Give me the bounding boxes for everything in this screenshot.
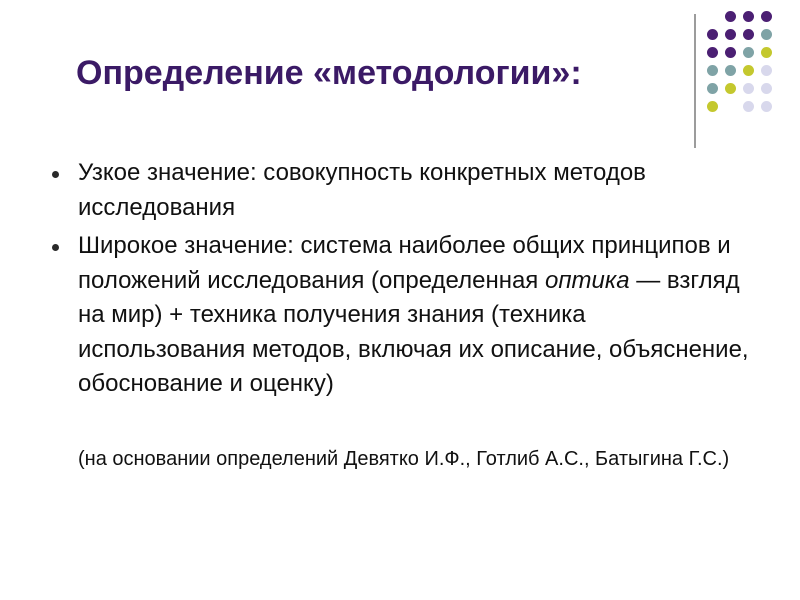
bullet-marker	[52, 244, 59, 251]
decorative-dot	[761, 29, 772, 40]
decorative-dot	[725, 83, 736, 94]
decorative-dot	[707, 101, 718, 112]
decorative-dot	[725, 29, 736, 40]
decorative-dot	[743, 101, 754, 112]
bullet-list	[50, 156, 750, 402]
decorative-dot	[725, 11, 736, 22]
decorative-dot	[743, 29, 754, 40]
slide-title: Определение «методологии»:	[76, 54, 582, 92]
decorative-dot	[743, 83, 754, 94]
bullet-text-before: Широкое значение: система наиболее общих принципов и положений исследования (определенная	[78, 232, 731, 294]
decorative-dot	[743, 11, 754, 22]
decorative-dot	[743, 47, 754, 58]
decorative-dot	[761, 101, 772, 112]
decorative-dot	[707, 65, 718, 76]
decorative-dot	[743, 65, 754, 76]
decorative-dot-grid	[707, 11, 773, 129]
bullet-marker	[52, 171, 59, 178]
bullet-text: Узкое значение: совокупность конкретных методов исследования	[78, 159, 646, 221]
decorative-dot	[707, 83, 718, 94]
decorative-dot	[725, 65, 736, 76]
bullet-item-narrow-meaning	[50, 156, 750, 225]
decorative-dot	[761, 83, 772, 94]
bullet-text-after: — взгляд на мир) + техника получения знания (техника использования методов, включая их описание, объяснение, обоснование и оценку)	[78, 266, 749, 397]
decorative-dot	[707, 47, 718, 58]
citation-note: (на основании определений Девятко И.Ф., Готлиб А.С., Батыгина Г.С.)	[78, 448, 730, 470]
vertical-divider	[694, 14, 696, 148]
bullet-item-broad-meaning	[50, 229, 750, 402]
decorative-dot	[761, 11, 772, 22]
bullet-text-emphasis: оптика	[544, 266, 630, 294]
decorative-dot	[725, 47, 736, 58]
decorative-dot	[761, 47, 772, 58]
decorative-dot	[707, 29, 718, 40]
decorative-dot	[761, 65, 772, 76]
